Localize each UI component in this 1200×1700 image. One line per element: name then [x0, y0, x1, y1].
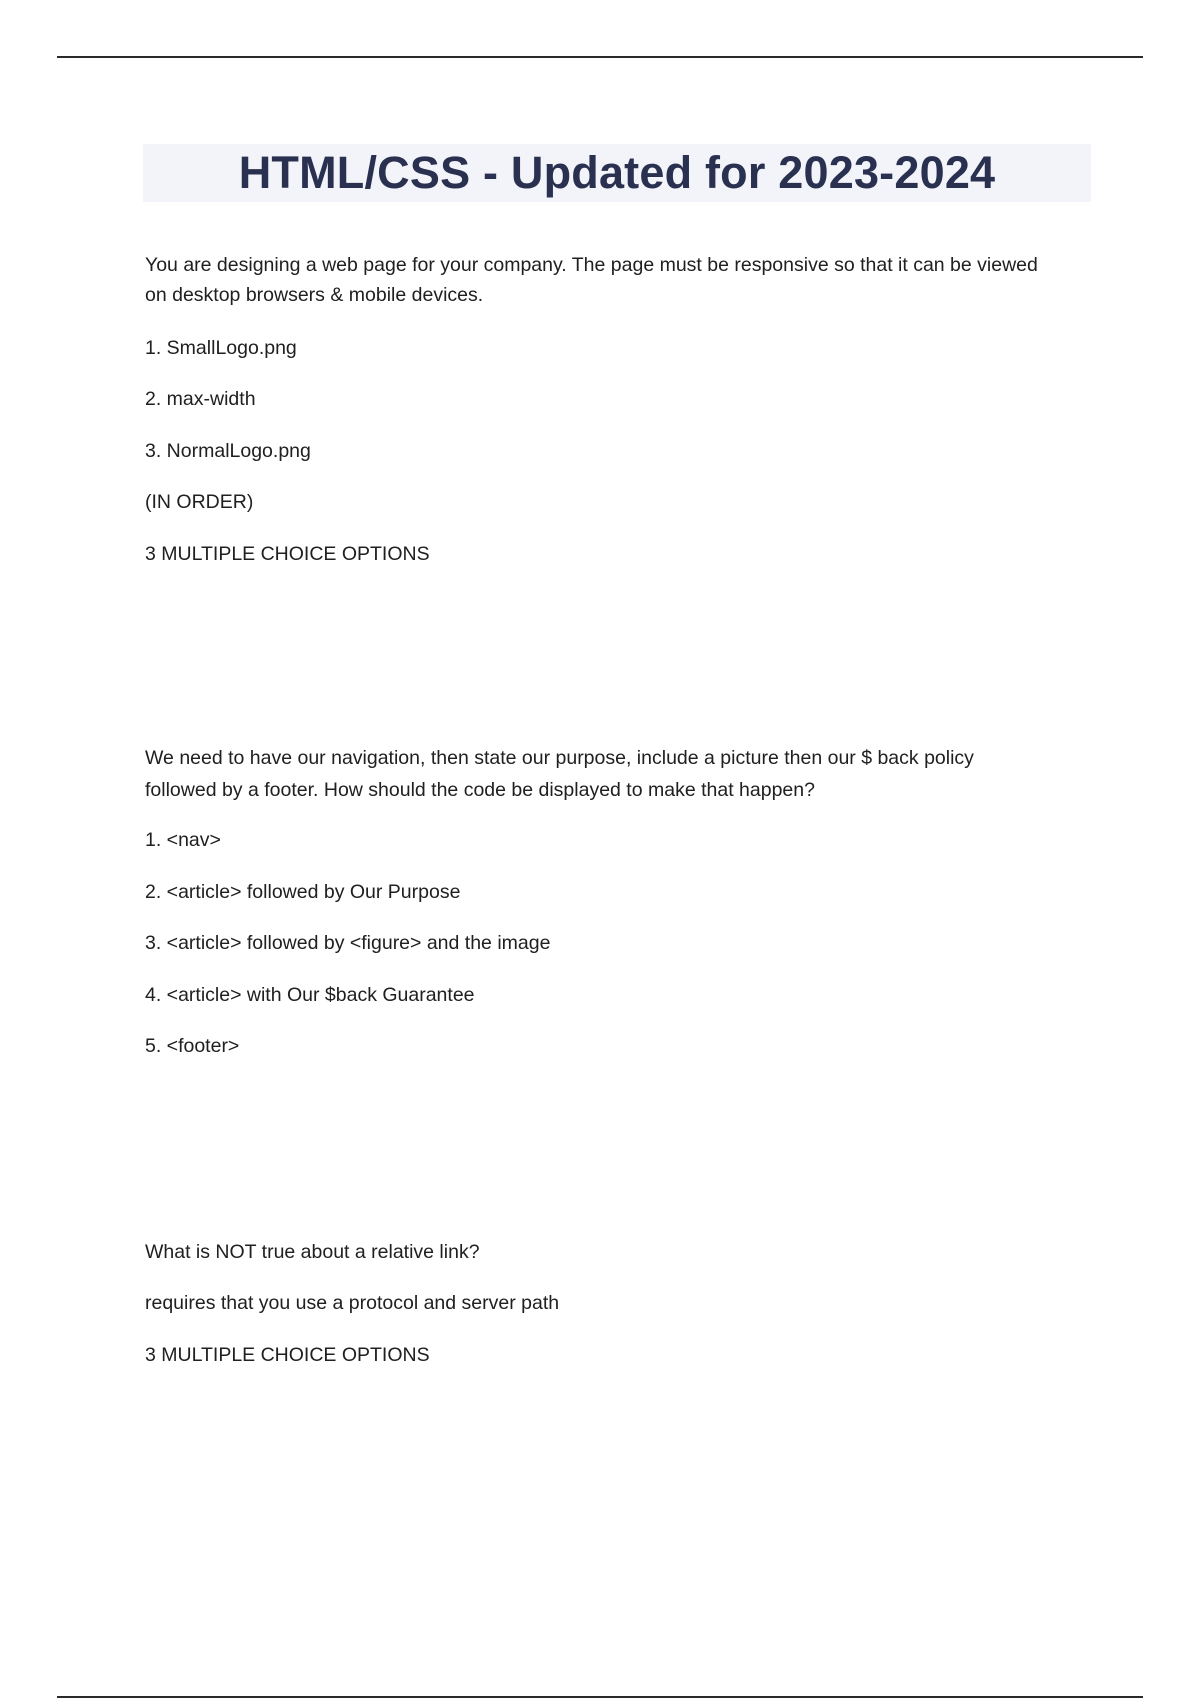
- question-2-line-2: followed by a footer. How should the code be displayed to make that happen?: [145, 779, 815, 801]
- question-1-answer-2: 2. max-width: [145, 388, 256, 410]
- question-2-answer-4: 4. <article> with Our $back Guarantee: [145, 984, 475, 1006]
- question-2-answer-3: 3. <article> followed by <figure> and the image: [145, 932, 551, 954]
- footer-rule: [57, 1696, 1143, 1698]
- question-1-answer-3: 3. NormalLogo.png: [145, 440, 311, 462]
- question-1-answer-1: 1. SmallLogo.png: [145, 337, 297, 359]
- header-rule: [57, 56, 1143, 58]
- title-band: [143, 144, 1091, 202]
- question-1-line-1: You are designing a web page for your company. The page must be responsive so that it can be viewed: [145, 254, 1038, 276]
- question-2-answer-2: 2. <article> followed by Our Purpose: [145, 881, 461, 903]
- question-1-answer-5: 3 MULTIPLE CHOICE OPTIONS: [145, 543, 430, 565]
- question-2-line-1: We need to have our navigation, then state our purpose, include a picture then our $ back policy: [145, 747, 974, 769]
- question-2-answer-1: 1. <nav>: [145, 829, 221, 851]
- question-3-answer-1: requires that you use a protocol and server path: [145, 1292, 560, 1314]
- question-3-line-1: What is NOT true about a relative link?: [145, 1241, 480, 1263]
- question-1-answer-4: (IN ORDER): [145, 491, 254, 513]
- question-2-answer-5: 5. <footer>: [145, 1035, 240, 1057]
- question-1-line-2: on desktop browsers & mobile devices.: [145, 284, 484, 306]
- question-3-answer-2: 3 MULTIPLE CHOICE OPTIONS: [145, 1344, 430, 1366]
- page-title: HTML/CSS - Updated for 2023-2024: [238, 147, 996, 198]
